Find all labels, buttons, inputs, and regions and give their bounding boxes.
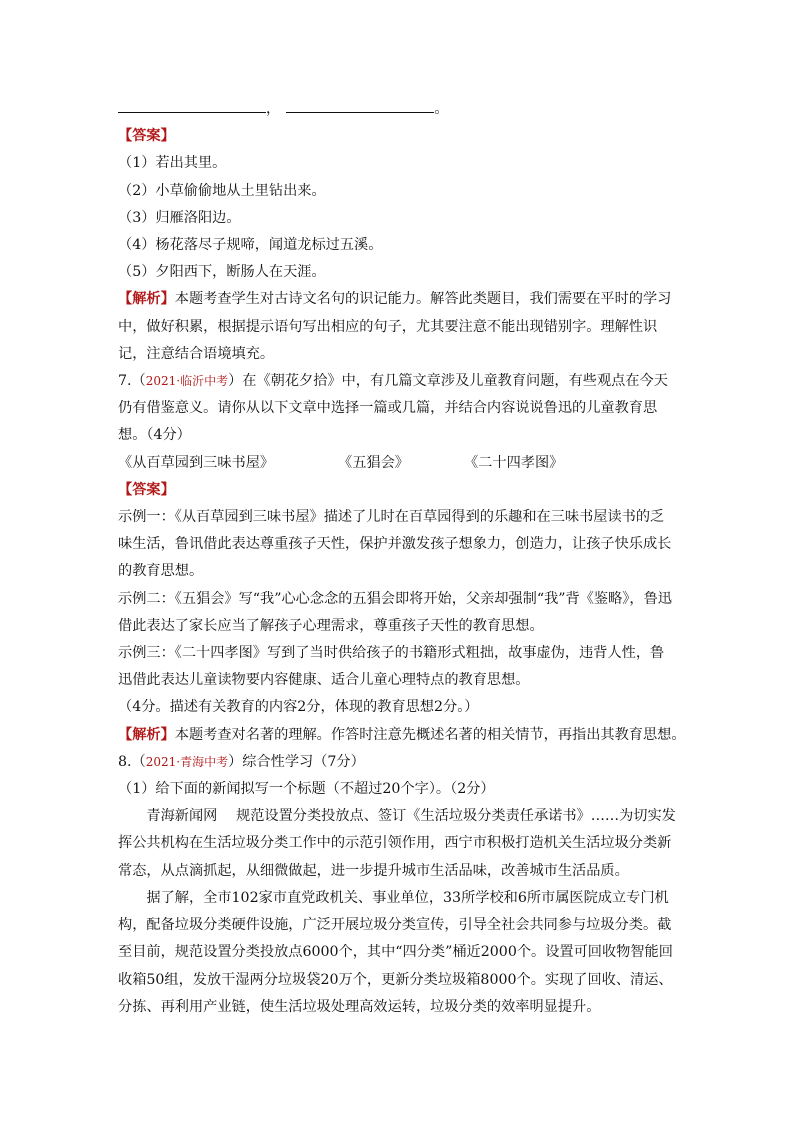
question-source: 2021·临沂中考 (145, 374, 229, 389)
sub-question: （1）给下面的新闻拟写一个标题（不超过20个字）。（2分） (118, 781, 495, 798)
example-answer: 示例三：《二十四孝图》写到了当时供给孩子的书籍形式粗拙，故事虚伪，违背人性，鲁迅借此表达儿童读物要内容健康、适合儿童心理特点的教育思想。 (118, 645, 665, 689)
document-page (118, 96, 686, 1021)
fill-in-blank-line: ， 。 (118, 96, 678, 123)
book-title: 《五猖会》 (338, 454, 409, 471)
news-paragraph: 青海新闻网 规范设置分类投放点、签订《生活垃圾分类责任承诺书》……为切实发挥公共机构在生活垃圾分类工作中的示范引领作用，西宁市积极打造机关生活垃圾分类新常态，从点滴抓起，从细微做起，进一步提升城市生活品味，改善城市生活品质。 (118, 808, 676, 879)
answer-blank (286, 98, 434, 113)
analysis-paragraph (118, 722, 686, 749)
example-answer: 示例二：《五猖会》写“我”心心念念的五猖会即将开始，父亲却强制“我”背《鉴略》，鲁迅借此表达了家长应当了解孩子心理需求，尊重孩子天性的教育思想。 (118, 590, 672, 634)
answer-line: （1）若出其里。 (118, 155, 227, 172)
example-answer: 示例一：《从百草园到三味书屋》描述了儿时在百草园得到的乐趣和在三味书屋读书的乏味生活，鲁讯借此表达尊重孩子天性，保护并激发孩子想象力，创造力，让孩子快乐成长的教育思想。 (118, 509, 672, 580)
analysis-label: 【解析】 (118, 291, 175, 308)
question-source: 2021·青海中考 (145, 754, 229, 769)
book-title: 《从百草园到三味书屋》 (118, 454, 275, 471)
answer-blank (118, 98, 266, 113)
answer-line: （2）小草偷偷地从土里钻出来。 (118, 182, 326, 199)
answer-line: （3）归雁洛阳边。 (118, 209, 241, 226)
analysis-text: 本题考查对名著的理解。作答时注意先概述名著的相关情节，再指出其教育思想。 (174, 726, 686, 743)
news-paragraph: 据了解，全市102家市直党政机关、事业单位，33所学校和6所市属医院成立专门机构，配备垃圾分类硬件设施，广泛开展垃圾分类宣传，引导全社会共同参与垃圾分类。截至目前，规范设置分类投放点6000个，其中“四分类”桶近2000个。设置可回收物智能回收箱50组，发放干湿两分垃圾袋20万个，更新分类垃圾箱8000个。实现了回收、清运、分拣、再利用产业链，使生活垃圾处理高效运转，垃圾分类的效率明显提升。 (118, 889, 673, 1015)
answer-line: （4）杨花落尽子规啼，闻道龙标过五溪。 (118, 237, 383, 254)
book-title: 《二十四孝图》 (464, 454, 564, 471)
answer-line: （5）夕阳西下，断肠人在天涯。 (118, 264, 326, 281)
question-text: 在《朝花夕拾》中，有几篇文章涉及儿童教育问题，有些观点在今天仍有借鉴意义。请你从以下文章中选择一篇或几篇，并结合内容说说鲁迅的儿童教育思想。（4分） (118, 373, 668, 444)
question-7: 7.（2021·临沂中考）在《朝花夕拾》中，有几篇文章涉及儿童教育问题，有些观点在今天仍有借鉴意义。请你从以下文章中选择一篇或几篇，并结合内容说说鲁迅的儿童教育思想。（4分） (118, 373, 668, 444)
book-list (118, 450, 678, 477)
scoring-note: （4分。描述有关教育的内容2分，体现的教育思想2分。） (118, 699, 479, 716)
analysis-text: 本题考查学生对古诗文名句的识记能力。解答此类题目，我们需要在平时的学习中，做好积累，根据提示语句写出相应的句子，尤其要注意不能出现错别字。理解性识记，注意结合语境填充。 (118, 291, 672, 362)
analysis-label: 【解析】 (118, 726, 175, 743)
answer-label: 【答案】 (118, 128, 175, 145)
answer-label: 【答案】 (118, 481, 175, 498)
question-8: 8.（2021·青海中考）综合性学习（7分） (118, 753, 365, 770)
analysis-paragraph (118, 286, 678, 368)
